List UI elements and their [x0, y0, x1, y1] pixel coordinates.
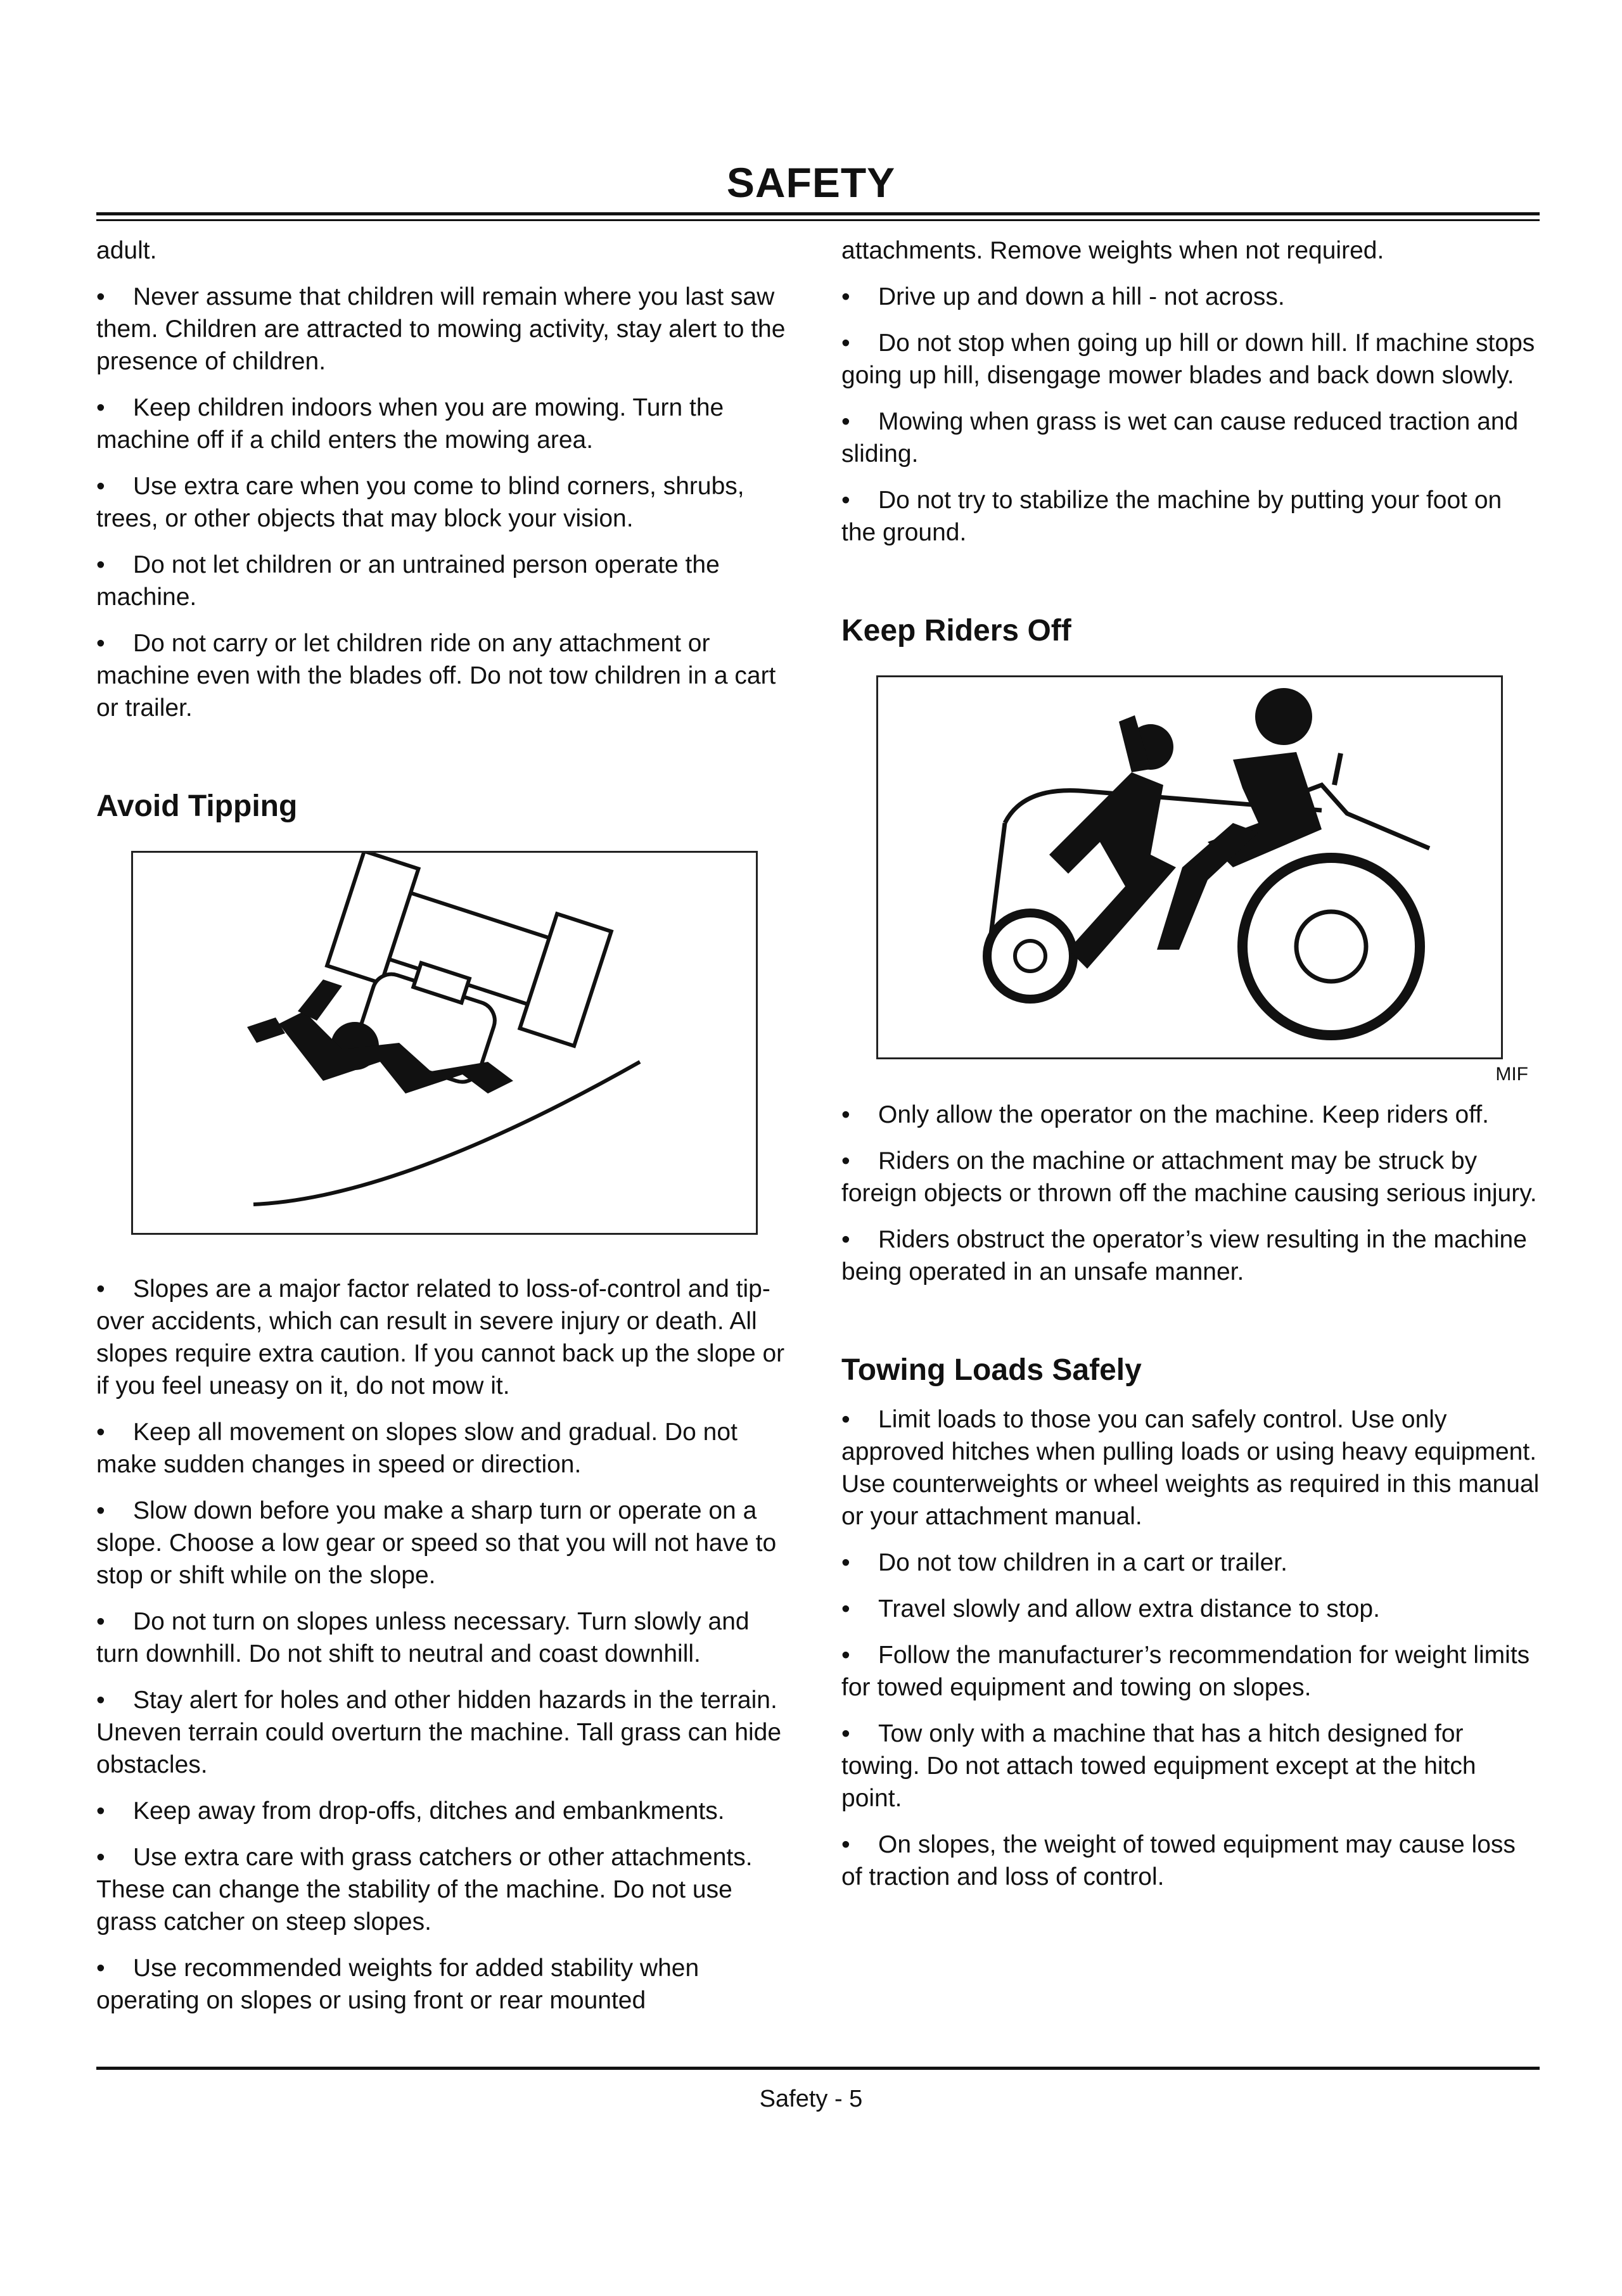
tipping-illustration: [131, 851, 758, 1235]
bullet-icon: •: [96, 1608, 105, 1635]
header-rule: [96, 212, 1540, 215]
list-item: • Tow only with a machine that has a hitch designed for towing. Do not attach towed equipment except at the hitch point.: [841, 1718, 1540, 1814]
list-item: • Riders on the machine or attachment may be struck by foreign objects or thrown off the machine causing serious injury.: [841, 1145, 1540, 1209]
list-item: • Use extra care when you come to blind corners, shrubs, trees, or other objects that may block your vision.: [96, 470, 790, 535]
rider-tractor-icon: [878, 677, 1501, 1057]
list-item: • Do not try to stabilize the machine by putting your foot on the ground.: [841, 484, 1540, 549]
list-item: • Slow down before you make a sharp turn or operate on a slope. Choose a low gear or speed so that you will not have to stop or shift while on the slope.: [96, 1495, 790, 1591]
list-item: • Travel slowly and allow extra distance to stop.: [841, 1593, 1540, 1625]
bullet-icon: •: [841, 487, 850, 514]
header-rule-thin: [96, 219, 1540, 221]
bullet-icon: •: [841, 1595, 850, 1623]
list-item: • Limit loads to those you can safely control. Use only approved hitches when pulling loads or using heavy equipment. Use counterweights or wheel weights as required in this manual or your attachment manual.: [841, 1403, 1540, 1533]
list-item: • On slopes, the weight of towed equipment may cause loss of traction and loss of control.: [841, 1828, 1540, 1893]
left-column: [96, 234, 790, 2031]
bullet-icon: •: [841, 408, 850, 435]
list-item: • Stay alert for holes and other hidden hazards in the terrain. Uneven terrain could overturn the machine. Tall grass can hide obstacles.: [96, 1684, 790, 1781]
bullet-icon: •: [96, 473, 105, 500]
section-heading-keep-riders-off: Keep Riders Off: [841, 614, 1071, 647]
bullet-icon: •: [96, 1797, 105, 1825]
bullet-icon: •: [96, 1687, 105, 1714]
list-item: • Follow the manufacturer’s recommendation for weight limits for towed equipment and towing on slopes.: [841, 1639, 1540, 1704]
list-item: • Mowing when grass is wet can cause reduced traction and sliding.: [841, 405, 1540, 470]
bullet-icon: •: [841, 1226, 850, 1253]
list-item: • Do not turn on slopes unless necessary. Turn slowly and turn downhill. Do not shift to neutral and coast downhill.: [96, 1605, 790, 1670]
bullet-icon: •: [96, 1419, 105, 1446]
list-item: • Keep all movement on slopes slow and gradual. Do not make sudden changes in speed or direction.: [96, 1416, 790, 1481]
bullet-icon: •: [96, 1275, 105, 1303]
page-number: Safety - 5: [759, 2086, 863, 2112]
footer-rule: [96, 2067, 1540, 2070]
bullet-icon: •: [841, 283, 850, 310]
list-item: • Drive up and down a hill - not across.: [841, 281, 1540, 313]
list-item: • Do not stop when going up hill or down hill. If machine stops going up hill, disengage mower blades and back down slowly.: [841, 327, 1540, 392]
list-item: • Do not carry or let children ride on any attachment or machine even with the blades off. Do not tow children in a cart or trailer.: [96, 627, 790, 724]
bullet-icon: •: [96, 1497, 105, 1524]
bullet-icon: •: [841, 1147, 850, 1175]
bullet-icon: •: [841, 1101, 850, 1128]
bullet-icon: •: [841, 329, 850, 357]
bullet-icon: •: [841, 1642, 850, 1669]
bullet-icon: •: [96, 394, 105, 421]
bullet-icon: •: [96, 1955, 105, 1982]
bullet-icon: •: [96, 551, 105, 578]
list-item: • Slopes are a major factor related to loss-of-control and tip-over accidents, which can result in severe injury or death. All slopes require extra caution. If you cannot back up the slope or if you feel uneasy on it, do not mow it.: [96, 1273, 790, 1402]
bullet-icon: •: [96, 283, 105, 310]
list-item: • Use recommended weights for added stability when operating on slopes or using front or rear mounted: [96, 1952, 790, 2017]
bullet-icon: •: [841, 1549, 850, 1576]
list-item: • Keep away from drop-offs, ditches and embankments.: [96, 1795, 790, 1827]
section-heading-avoid-tipping: Avoid Tipping: [96, 789, 298, 823]
bullet-icon: •: [841, 1831, 850, 1858]
list-item: • Do not let children or an untrained person operate the machine.: [96, 549, 790, 613]
figure-code: MIF: [1495, 1064, 1528, 1085]
list-item: • Do not tow children in a cart or trailer.: [841, 1547, 1540, 1579]
bullet-icon: •: [841, 1406, 850, 1433]
right-column: [841, 234, 1540, 1907]
bullet-icon: •: [841, 1720, 850, 1747]
section-heading-towing-loads-safely: Towing Loads Safely: [841, 1353, 1142, 1387]
left-continuation: adult.: [96, 237, 157, 264]
list-item: • Never assume that children will remain where you last saw them. Children are attracted to mowing activity, stay alert to the presence of children.: [96, 281, 790, 378]
list-item: • Keep children indoors when you are mowing. Turn the machine off if a child enters the mowing area.: [96, 392, 790, 456]
list-item: • Riders obstruct the operator’s view resulting in the machine being operated in an unsafe manner.: [841, 1223, 1540, 1288]
tipping-tractor-icon: [133, 853, 756, 1233]
list-item: • Use extra care with grass catchers or other attachments. These can change the stability of the machine. Do not use grass catcher on steep slopes.: [96, 1841, 790, 1938]
page-title: SAFETY: [726, 159, 896, 206]
bullet-icon: •: [96, 630, 105, 657]
bullet-icon: •: [96, 1844, 105, 1871]
list-item: • Only allow the operator on the machine. Keep riders off.: [841, 1099, 1540, 1131]
right-continuation: attachments. Remove weights when not required.: [841, 237, 1384, 264]
riders-illustration: [876, 675, 1503, 1059]
